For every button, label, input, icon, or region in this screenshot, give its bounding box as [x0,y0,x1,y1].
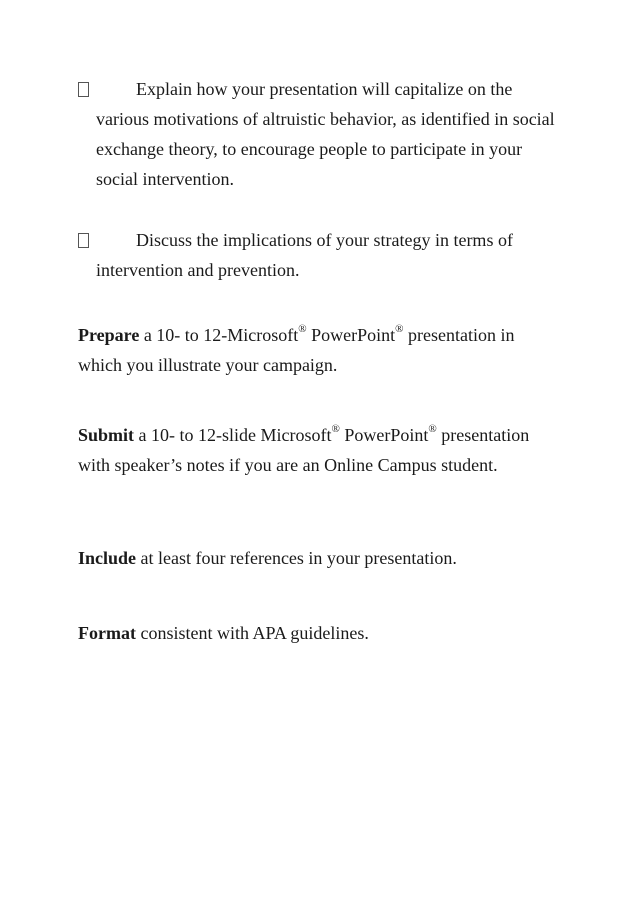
prepare-text-2: PowerPoint [306,325,396,345]
format-label: Format [78,623,136,643]
include-paragraph [78,543,553,573]
include-text: at least four references in your presentation. [136,548,457,568]
registered-mark: ® [428,423,437,435]
registered-mark: ® [298,323,307,335]
format-paragraph [78,618,553,648]
bullet-discuss [78,225,558,285]
bullet-explain [78,74,558,194]
submit-text-1: a 10- to 12-slide Microsoft [134,425,332,445]
submit-paragraph [78,420,553,480]
submit-text-3: presentation with speaker’s notes if you are an Online Campus student. [78,425,530,475]
submit-text-2: PowerPoint [339,425,429,445]
include-label: Include [78,548,137,568]
prepare-paragraph [78,320,553,380]
bullet-explain-text: Explain how your presentation will capitalize on the various motivations of altruistic behavior, as identified in social exchange theory, to encourage people to participate in your social intervention. [96,79,555,189]
registered-mark: ® [331,423,340,435]
prepare-text-1: a 10- to 12-Microsoft [139,325,299,345]
submit-label: Submit [78,425,135,445]
missing-glyph-box-icon [78,82,89,97]
registered-mark: ® [395,323,404,335]
prepare-text-3: presentation in which you illustrate your campaign. [78,325,515,375]
format-text: consistent with APA guidelines. [135,623,369,643]
prepare-label: Prepare [78,325,140,345]
bullet-discuss-text: Discuss the implications of your strategy in terms of intervention and prevention. [96,230,513,280]
missing-glyph-box-icon [78,233,89,248]
